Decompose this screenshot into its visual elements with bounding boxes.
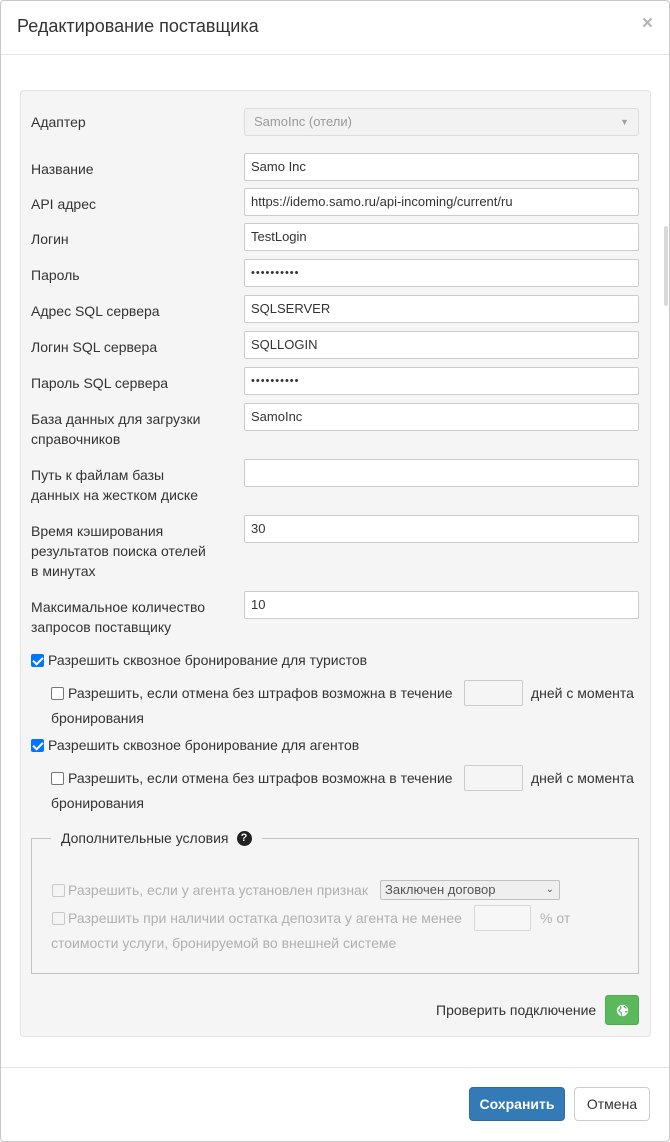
db-path-label: Путь к файлам базы данных на жестком диске (31, 467, 198, 503)
sql-login-input[interactable]: SQLLOGIN (244, 331, 639, 359)
modal-title: Редактирование поставщика (17, 16, 259, 36)
chevron-down-icon: ⌄ (545, 884, 554, 895)
password-label: Пароль (31, 267, 80, 283)
globe-icon (616, 1004, 629, 1017)
name-label: Название (31, 161, 94, 177)
check-connection-button[interactable] (605, 995, 639, 1025)
tourists-days-suffix: дней с момента (531, 685, 634, 701)
agents-cancel-label: Разрешить, если отмена без штрафов возможна в течение (68, 770, 453, 786)
caret-down-icon: ▼ (620, 117, 629, 127)
cancel-button[interactable]: Отмена (574, 1087, 650, 1121)
sql-server-input[interactable]: SQLSERVER (244, 295, 639, 323)
db-name-input[interactable]: SamoInc (244, 403, 639, 431)
extra-conditions-legend (51, 827, 262, 849)
tourists-booking-label: Разрешить сквозное бронирование для туристов (48, 652, 368, 668)
deposit-checkbox (52, 912, 65, 925)
tourists-cancel-label: Разрешить, если отмена без штрафов возможна в течение (68, 685, 453, 701)
api-address-label: API адрес (31, 196, 96, 212)
question-circle-icon[interactable]: ? (237, 831, 252, 846)
sql-login-label: Логин SQL сервера (31, 339, 158, 355)
modal-header (1, 1, 669, 55)
modal-footer (1, 1067, 669, 1141)
max-requests-label: Максимальное количество запросов поставщику (31, 599, 206, 635)
tourists-booking-checkbox[interactable] (31, 654, 44, 667)
agents-days-suffix-2: бронирования (51, 795, 144, 811)
agents-days-input[interactable] (464, 765, 523, 791)
deposit-suffix-2: стоимости услуги, бронируемой во внешней системе (51, 935, 397, 951)
tourists-cancel-checkbox[interactable] (51, 687, 64, 700)
agents-cancel-checkbox[interactable] (51, 772, 64, 785)
agent-flag-label: Разрешить, если у агента установлен признак (68, 882, 368, 898)
login-label: Логин (31, 231, 69, 247)
deposit-label: Разрешить при наличии остатка депозита у агента не менее (68, 910, 462, 926)
save-button[interactable]: Сохранить (469, 1087, 565, 1121)
agent-flag-select (380, 880, 560, 900)
sql-password-input[interactable]: •••••••••• (244, 367, 639, 395)
api-address-input[interactable]: https://idemo.samo.ru/api-incoming/current/ru (244, 188, 639, 216)
cache-time-label: Время кэширования результатов поиска отелей в минутах (31, 523, 206, 579)
password-input[interactable]: •••••••••• (244, 259, 639, 287)
adapter-label: Адаптер (31, 114, 86, 130)
login-input[interactable]: TestLogin (244, 223, 639, 251)
agents-booking-checkbox[interactable] (31, 739, 44, 752)
extra-conditions-title: Дополнительные условия (61, 830, 229, 846)
tourists-days-suffix-2: бронирования (51, 710, 144, 726)
agents-booking-label: Разрешить сквозное бронирование для агентов (48, 737, 360, 753)
max-requests-input[interactable]: 10 (244, 591, 639, 619)
tourists-days-input[interactable] (464, 680, 523, 706)
scrollbar[interactable] (663, 56, 669, 1066)
cache-time-input[interactable]: 30 (244, 515, 639, 543)
extra-conditions-fieldset (31, 838, 639, 974)
sql-server-label: Адрес SQL сервера (31, 303, 160, 319)
agent-flag-checkbox (52, 884, 65, 897)
close-button[interactable]: × (641, 13, 653, 34)
check-connection-label: Проверить подключение (436, 1002, 597, 1018)
adapter-select-value: SamoInc (отели) (254, 114, 352, 129)
agent-flag-select-value: Заключен договор (385, 882, 496, 897)
adapter-select (244, 108, 639, 136)
sql-password-label: Пароль SQL сервера (31, 375, 169, 391)
deposit-suffix: % от (540, 910, 571, 926)
deposit-input (474, 905, 531, 931)
db-name-label: База данных для загрузки справочников (31, 411, 201, 447)
name-input[interactable]: Samo Inc (244, 153, 639, 181)
scrollbar-thumb[interactable] (664, 226, 668, 306)
db-path-input[interactable] (244, 459, 639, 487)
agents-days-suffix: дней с момента (531, 770, 634, 786)
